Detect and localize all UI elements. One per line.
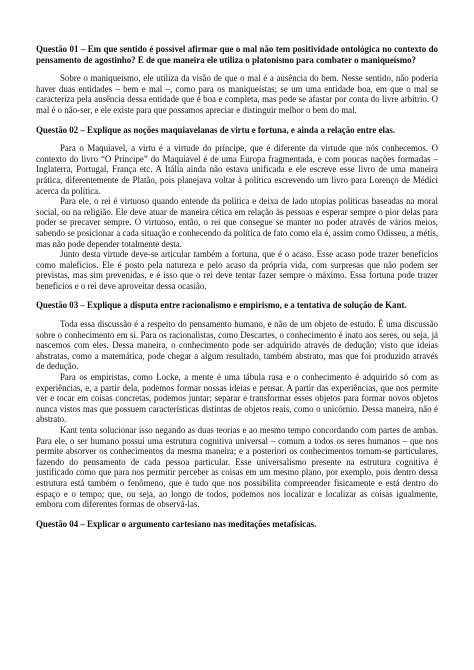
question-4-title: Questão 04 – Explicar o argumento cartesiano nas meditações metafísicas. [36,518,317,529]
question-2-answer-paragraph: Para o Maquiavel, a virtu é a virtude do príncipe, que é diferente da virtude que nós conhecemos. O contexto do livro “O Príncipe” do Maquiavel é de uma Europa fragmentada, e com poucas nações formadas – Inglaterra, Portugal, França etc. A Itália ainda não estava unificada e ele escreve esse livro de uma maneira prática, diferentemente de Platão, pois planejava voltar à política escrevendo um livro para Lorenço de Médici acerca da política. [36,143,438,196]
question-2-answer-paragraph: Junto desta virtude deve-se articular também a fortuna, que é o acaso. Esse acaso pode trazer benefícios como malefícios. Ele é posto pela natureza e pelo acaso da própria vida, com surpresas que não podem ser previstas, mas sim prevenidas, e é isso que o rei deve tentar fazer sempre o máximo. Essa fortuna pode trazer benefícios e o rei deve aproveitar dessa ocasião. [36,249,438,291]
question-1-title: Questão 01 – Em que sentido é possível afirmar que o mal não tem positividade ontológica no contexto do pensamento de agostinho? E de que maneira ele utiliza o platonismo para combater o maniqueísmo? [36,44,438,65]
question-3-answer-paragraph: Para os empiristas, como Locke, a mente é uma tábula rasa e o conhecimento é adquirido só com as experiências, e, a partir dela, podemos formar nossas ideias e pensar. A partir das experiências, que nos permite ver e tocar em coisas concretas, podemos juntar; separar e transformar esses objetos para formar novos objetos nunca vistos mas que possuem características distintas de objetos reais, como o unicórnio. Dessa maneira, não é abstrato. [36,372,438,425]
question-2-answer-paragraph: Para ele, o rei é virtuoso quando entende da política e deixa de lado utopias políticas baseadas na moral social, ou na religião. Ele deve atuar de maneira cética em relação às pessoas e esperar sempre o pior delas para poder se precaver sempre. O virtuoso, então, o rei que consegue se manter no poder através de vários meios, sabendo se posicionar a cada situação e conhecendo da política de fato como ela é, assim como Odisseu, a métis, mas não pode depender totalmente desta. [36,196,438,249]
question-1-answer-paragraph: Sobre o maniqueísmo, ele utiliza da visão de que o mal é a ausência do bem. Nesse sentido, não poderia haver duas entidades – bem e mal –, como para os maniqueístas; se um uma entidade boa, em que o mal se caracteriza pela ausência dessa entidade que é boa e completa, mas pode se afastar por conta do livre arbítrio. O mal é o não-ser, e ele existe para que possamos apreciar e distinguir melhor o bem do mal. [36,73,438,115]
question-3-title: Questão 03 – Explique a disputa entre racionalismo e empirismo, e a tentativa de solução de Kant. [36,300,407,311]
question-3-answer-paragraph: Kant tenta solucionar isso negando as duas teorias e ao mesmo tempo concordando com partes de ambas. Para ele, o ser humano possui uma estrutura cognitiva universal – comum a todos os seres humanos – que nos permite absorver os conhecimentos da mesma maneira; e a posteriori os conhecimentos tornam-se particulares, fazendo do pensamento de cada pessoa particular. Esse universalismo presente na estrutura cognitiva é justificado como que para nos permitir perceber as coisas em um mesmo plano, por exemplo, pois dentro dessa estrutura está também o fenômeno, que é tudo que nos possibilita compreender fisicamente e está dentro do espaço e o tempo; que, ou seja, ao longo de todos, podemos nos localizar e localizar as coisas igualmente, embora com diferentes formas de observá-las. [36,425,438,510]
question-2-title: Questão 02 – Explique as noções maquiavelanas de virtu e fortuna, e ainda a relação entre elas. [36,124,396,135]
question-3-answer-paragraph: Toda essa discussão é a respeito do pensamento humano, e não de um objeto de estudo. É uma discussão sobre o conhecimento em si. Para os racionalistas, como Descartes, o conhecimento é inato aos seres, ou seja, já nascemos com eles. Dessa maneira, o conhecimento pode ser adquirido através de dedução; visto que ideias abstratas, como a matemática, pode chegar a algum resultado, também abstrato, mas que foi produzido através de dedução. [36,319,438,372]
document-page [36,44,438,529]
